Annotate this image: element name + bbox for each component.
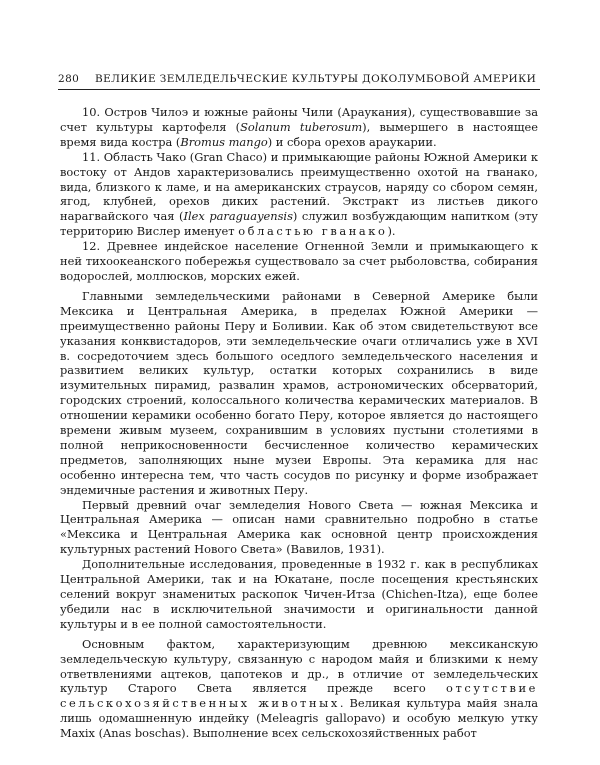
running-head-title: ВЕЛИКИЕ ЗЕМЛЕДЕЛЬЧЕСКИЕ КУЛЬТУРЫ ДОКОЛУМБОВОЙ АМЕРИКИ <box>95 73 537 85</box>
latin-name: Bromus mango <box>180 134 268 149</box>
text-run: ), вымершего в настоящее время вида костра ( <box>60 119 539 149</box>
text-run: Основным фактом, характеризующим древнюю мексиканскую земледельческую культуру, связанную с народом майя и близкими к нему ответвлениями ацтеков, цапотеков и др., в отличие от земледельческих культур Старого Света является прежде всего <box>60 636 538 696</box>
text-run: ) и сбора орехов араукарии. <box>267 134 437 149</box>
body-text <box>60 105 538 741</box>
paragraph-first-center: Первый древний очаг земледелия Нового Света — южная Мексика и Центральная Америка — описан нами сравнительно подробно в статье «Мексика и Центральная Америка как основной центр происхождения культурных растений Нового Света» (Вавилов, 1931). <box>60 497 538 557</box>
text-run: 11. Область Чако (Gran Chaco) и примыкающие районы Южной Америки к востоку от Андов характеризовались преимущественно охотой на гванако, вида, близкого к ламе, и на американских страусов, наряду со сбором семян, ягод, клубней, орехов диких растений. Экстракт из листьев дикого нарагвайского чая ( <box>60 149 538 224</box>
latin-name: Solanum tuberosum <box>240 119 363 134</box>
header-rule <box>58 89 540 90</box>
paragraph-main-fact <box>60 637 538 741</box>
text-run: ) служил возбуждающим напитком (эту территорию Вислер именует <box>60 209 539 239</box>
latin-name: Ilex paraguayensis <box>183 209 293 224</box>
paragraph-12-tierra-del-fuego: 12. Древнее индейское население Огненной Земли и примыкающего к ней тихоокеанского побережья существовало за счет рыболовства, собирания водорослей, моллюсков, морских ежей. <box>60 239 538 283</box>
running-head <box>58 73 540 85</box>
paragraph-main-agricultural-regions: Главными земледельческими районами в Северной Америке были Мексика и Центральная Америка, в пределах Южной Америки — преимущественно районы Перу и Боливии. Как об этом свидетельствуют все указания конквистадоров, эти земледельческие очаги отличались уже в XVI в. сосредоточием здесь большого оседлого земледельческого населения и развитием великих культур, остатки которых сохранились в виде изумительных пирамид, развалин храмов, астрономических обсерваторий, городских строений, колоссального количества керамических материалов. В отношении керамики особенно богато Перу, которое является до настоящего времени живым музеем, сохранившим в условиях пустыни столетиями в полной неприкосновенности бесчисленное количество керамических предметов, заполняющих ныне музеи Европы. Эта керамика для нас особенно интересна тем, что часть сосудов по рисунку и форме изображает эндемичные растения и животных Перу. <box>60 288 538 497</box>
text-run: 10. Остров Чилоэ и южные районы Чили (Араукания), существовавшие за счет культуры картофеля ( <box>60 105 538 134</box>
spaced-term: областью гванако <box>238 224 388 239</box>
paragraph-11-chaco <box>60 150 538 239</box>
paragraph-additional-research: Дополнительные исследования, проведенные в 1932 г. как в республиках Центральной Америки, так и на Юкатане, после посещения крестьянских селений вокруг знаменитых раскопок Чичен-Итза (Chichen-Itza), еще более убедили нас в исключительной значимости и оригинальности данной культуры и в ее полной самостоятельности. <box>60 557 538 631</box>
text-run: . Великая культура майя знала лишь одомашненную индейку (Meleagris gallopavo) и особую мелкую утку Maxix (Anas boschas). Выполнение всех сельскохозяйственных работ <box>60 696 538 741</box>
spaced-term: отсутствие сельскохозяйственных животных <box>60 681 538 711</box>
text-run: ). <box>387 224 396 239</box>
page-number: 280 <box>58 73 80 85</box>
paragraph-10-chiloe <box>60 105 538 150</box>
